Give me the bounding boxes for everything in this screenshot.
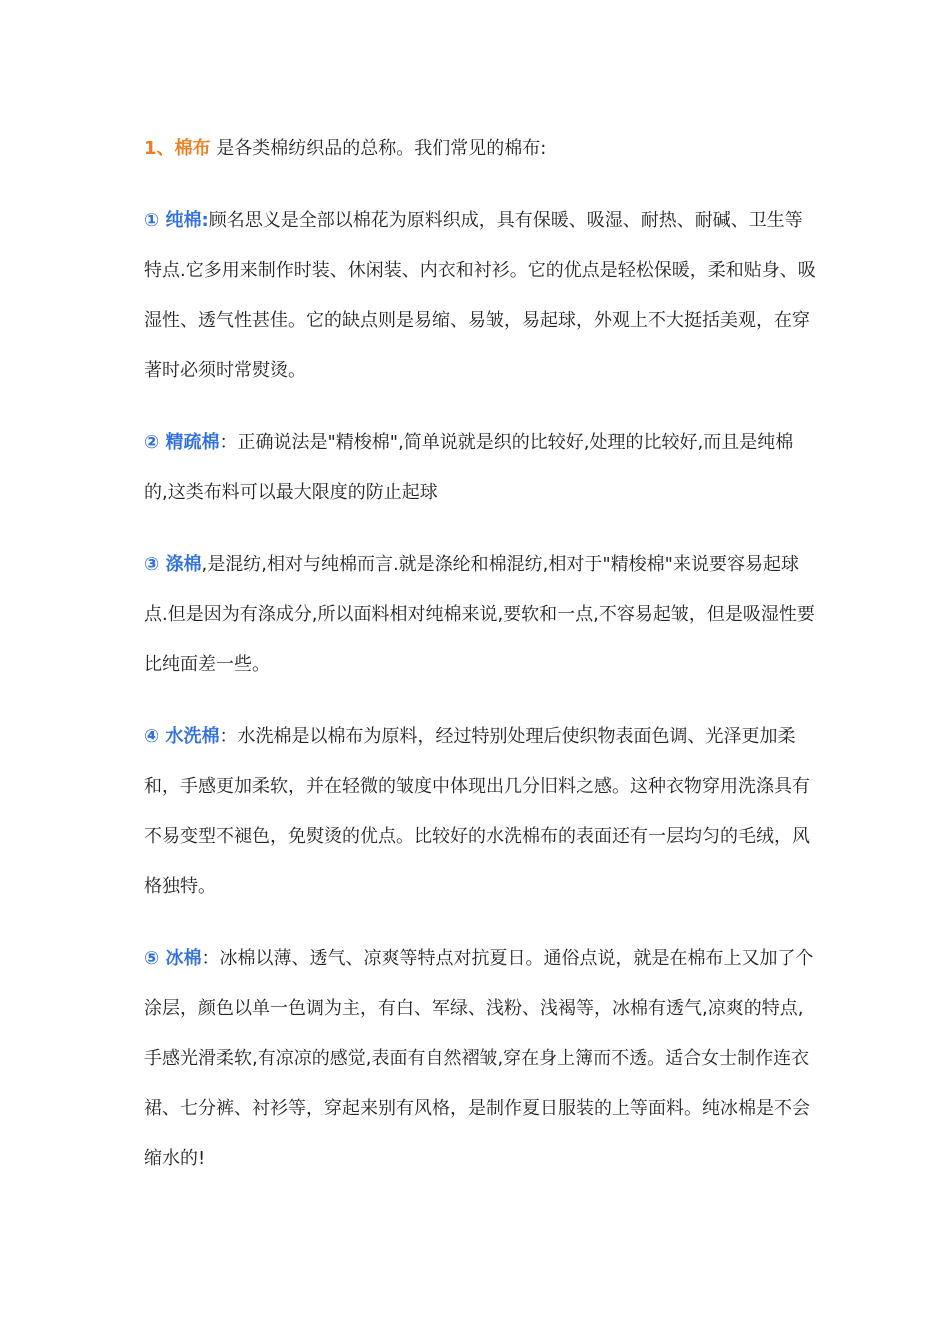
item-separator: : — [201, 210, 209, 231]
heading-text: 是各类棉纺织品的总称。我们常见的棉布: — [210, 138, 547, 159]
item-text: 顾名思义是全部以棉花为原料织成，具有保暖、吸湿、耐热、耐碱、卫生等特点.它多用来制作时装、休闲装、内衣和衬衫。它的优点是轻松保暖，柔和贴身、吸湿性、透气性甚佳。它的缺点则是易缩、易皱，易起球，外观上不大挺括美观，在穿著时必须时常熨烫。 — [144, 210, 816, 381]
section-heading — [144, 124, 816, 174]
paragraph-combed-cotton — [144, 418, 816, 518]
item-label: ③ 涤棉 — [144, 554, 202, 575]
item-text: ：水洗棉是以棉布为原料，经过特别处理后使织物表面色调、光泽更加柔和，手感更加柔软，并在轻微的皱度中体现出几分旧料之感。这种衣物穿用洗涤具有不易变型不褪色，免熨烫的优点。比较好的水洗棉布的表面还有一层均匀的毛绒，风格独特。 — [144, 726, 810, 897]
heading-keyword: 棉布 — [174, 138, 211, 159]
article-body — [144, 124, 816, 1206]
item-label: ② 精疏棉 — [144, 432, 220, 453]
item-text: ：冰棉以薄、透气、凉爽等特点对抗夏日。通俗点说，就是在棉布上又加了个涂层，颜色以单一色调为主，有白、军绿、浅粉、浅褐等，冰棉有透气,凉爽的特点,手感光滑柔软,有凉凉的感觉,表面有自然褶皱,穿在身上簿而不透。适合女士制作连衣裙、七分裤、衬衫等，穿起来别有风格，是制作夏日服装的上等面料。纯冰棉是不会缩水的! — [144, 948, 814, 1169]
paragraph-washed-cotton — [144, 712, 816, 912]
item-label: ④ 水洗棉 — [144, 726, 220, 747]
item-text: ,是混纺,相对与纯棉而言.就是涤纶和棉混纺,相对于"精梭棉"来说要容易起球点.但是因为有涤成分,所以面料相对纯棉来说,要软和一点,不容易起皱，但是吸湿性要比纯面差一些。 — [144, 554, 815, 675]
item-label: ⑤ 冰棉 — [144, 948, 202, 969]
item-text: ：正确说法是"精梭棉",简单说就是织的比较好,处理的比较好,而且是纯棉的,这类布料可以最大限度的防止起球 — [144, 432, 794, 503]
paragraph-poly-cotton — [144, 540, 816, 690]
heading-number: 1、 — [144, 138, 175, 159]
paragraph-pure-cotton — [144, 196, 816, 396]
paragraph-ice-cotton — [144, 934, 816, 1184]
item-label: ① 纯棉 — [144, 210, 202, 231]
